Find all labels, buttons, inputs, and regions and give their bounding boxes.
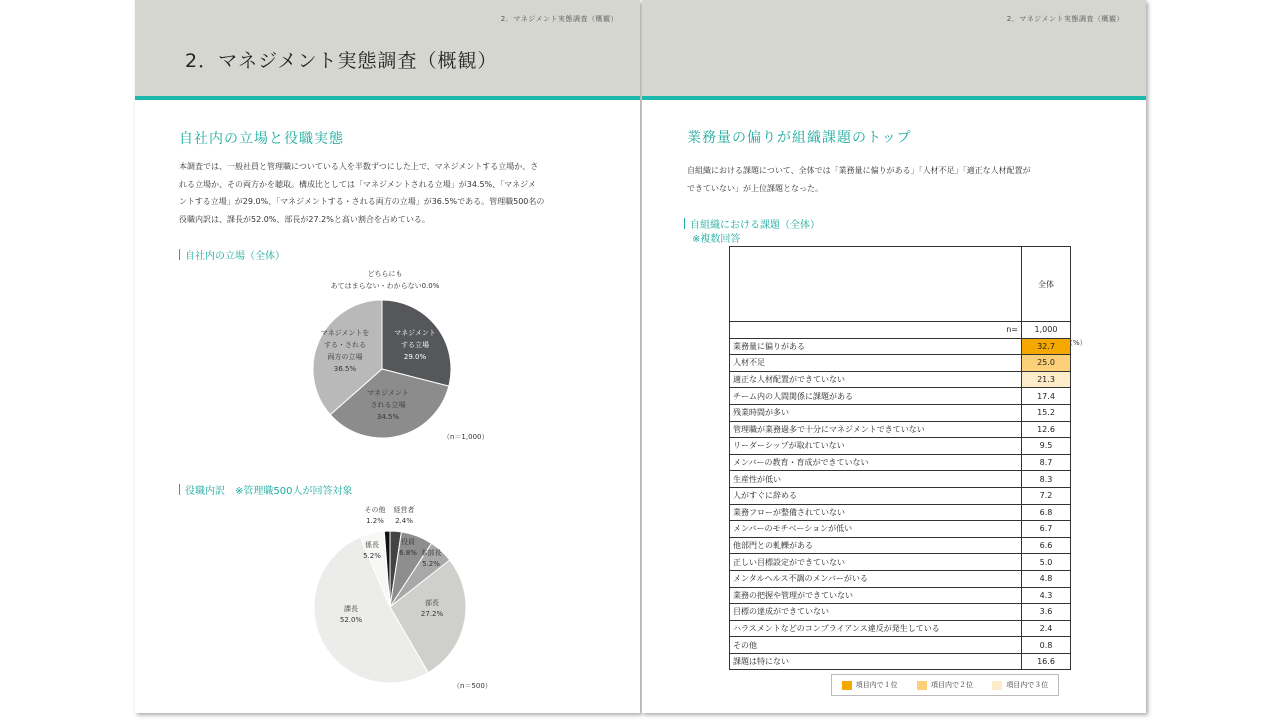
intro-paragraph — [687, 162, 1117, 197]
table-row — [730, 338, 1071, 355]
issue-label: ハラスメントなどのコンプライアンス違反が発生している — [730, 620, 1022, 637]
table-row — [730, 454, 1071, 471]
pie2-label-officer: 役員 6.8% — [399, 538, 417, 557]
paragraph-line: 本調査では、一般社員と管理職についている人を半数ずつにした上で、マネジメントする立場か、さ — [179, 162, 539, 171]
issue-value: 32.7 — [1022, 338, 1071, 355]
issue-label: 他部門との軋轢がある — [730, 537, 1022, 554]
issue-label: 管理職が業務過多で十分にマネジメントできていない — [730, 421, 1022, 438]
chart1-n: （n＝1,000） — [443, 433, 489, 441]
issue-label: 課題は特にない — [730, 653, 1022, 670]
pie2-label-exec: 経営者 2.4% — [393, 506, 415, 525]
table-row — [730, 388, 1071, 405]
table-row — [730, 504, 1071, 521]
legend-item-rank3: 項目内で３位 — [992, 680, 1048, 690]
paragraph-line: できていない」が上位課題となった。 — [687, 183, 823, 193]
issue-label: 適正な人材配置ができていない — [730, 371, 1022, 388]
table-row — [730, 570, 1071, 587]
issue-value: 3.6 — [1022, 604, 1071, 621]
table-row — [730, 554, 1071, 571]
issue-value: 25.0 — [1022, 355, 1071, 372]
table-row — [730, 604, 1071, 621]
legend-swatch — [917, 681, 927, 690]
section-title: 業務量の偏りが組織課題のトップ — [687, 130, 912, 146]
table-row — [730, 471, 1071, 488]
issue-value: 15.2 — [1022, 404, 1071, 421]
page-title: 2．マネジメント実態調査（概観） — [185, 50, 498, 72]
table-row — [730, 521, 1071, 538]
table-row — [730, 587, 1071, 604]
issue-value: 6.7 — [1022, 521, 1071, 538]
issue-value: 8.7 — [1022, 454, 1071, 471]
pie1-label-both: マネジメントを する・される 両方の立場 36.5% — [320, 329, 370, 373]
table-row — [730, 653, 1071, 670]
table-row — [730, 371, 1071, 388]
legend-item-rank1: 項目内で１位 — [842, 680, 898, 690]
issue-value: 21.3 — [1022, 371, 1071, 388]
role-pie-chart — [135, 0, 640, 713]
issue-value: 8.3 — [1022, 471, 1071, 488]
issue-label: 人材不足 — [730, 355, 1022, 372]
table-row — [730, 637, 1071, 654]
issue-value: 16.6 — [1022, 653, 1071, 670]
issue-label: メンタルヘルス不調のメンバーがいる — [730, 570, 1022, 587]
issue-label: 業務フローが整備されていない — [730, 504, 1022, 521]
pie2-label-other: その他 1.2% — [364, 506, 386, 525]
right-page — [642, 0, 1146, 713]
n-label: n= — [730, 322, 1022, 339]
pie1-label-manage: マネジメント する立場 29.0% — [394, 329, 436, 361]
table-header-total: 全体 — [1022, 247, 1071, 322]
table-label — [684, 216, 820, 231]
paragraph-line: れる立場か、その両方かを聴取。構成比としては「マネジメントされる立場」が34.5%、「マネジメ — [179, 179, 536, 189]
issue-label: 残業時間が多い — [730, 404, 1022, 421]
issue-label: 業務量に偏りがある — [730, 338, 1022, 355]
paragraph-line: 自組織における課題について、全体では「業務量に偏りがある」「人材不足」「適正な人材配置が — [687, 166, 1031, 175]
pie1-label-managed: マネジメント される立場 34.5% — [367, 389, 409, 421]
section-title: 自社内の立場と役職実態 — [179, 131, 344, 147]
legend-swatch — [992, 681, 1002, 690]
pie2-label-hq: 本部長 5.2% — [420, 549, 442, 568]
header-accent-line — [642, 96, 1146, 100]
issue-value: 5.0 — [1022, 554, 1071, 571]
issue-value: 6.6 — [1022, 537, 1071, 554]
issue-value: 6.8 — [1022, 504, 1071, 521]
table-row — [730, 487, 1071, 504]
legend-item-rank2: 項目内で２位 — [917, 680, 973, 690]
pie2-label-kakaricho: 係長 5.2% — [363, 541, 381, 560]
issue-value: 7.2 — [1022, 487, 1071, 504]
pie2-label-kacho: 課長 52.0% — [339, 605, 363, 624]
issue-value: 0.8 — [1022, 637, 1071, 654]
table-row — [730, 404, 1071, 421]
issues-table — [729, 246, 1071, 670]
chart2-label-text: 役職内訳 ※管理職500人が回答対象 — [185, 486, 353, 497]
issue-label: 業務の把握や管理ができていない — [730, 587, 1022, 604]
table-row — [730, 438, 1071, 455]
table-note: ※複数回答 — [692, 234, 741, 245]
legend-swatch — [842, 681, 852, 690]
pie2-label-bucho: 部長 27.2% — [420, 599, 444, 618]
rank-legend — [831, 674, 1059, 696]
issue-value: 17.4 — [1022, 388, 1071, 405]
chart1-label-text: 自社内の立場（全体） — [185, 251, 285, 262]
issue-value: 9.5 — [1022, 438, 1071, 455]
table-row — [730, 537, 1071, 554]
issue-value: 4.3 — [1022, 587, 1071, 604]
issue-label: その他 — [730, 637, 1022, 654]
issue-label: チーム内の人間関係に課題がある — [730, 388, 1022, 405]
running-head: 2．マネジメント実態調査（概観） — [500, 15, 618, 23]
table-row — [730, 620, 1071, 637]
pie1-label-none: どちらにも あてはまらない・わからない0.0% — [330, 270, 440, 290]
unit-label: （%） — [1066, 339, 1087, 347]
table-header-row — [730, 247, 1071, 322]
table-row — [730, 421, 1071, 438]
left-page — [135, 0, 640, 713]
issue-value: 4.8 — [1022, 570, 1071, 587]
issue-value: 12.6 — [1022, 421, 1071, 438]
issue-label: メンバーの教育・育成ができていない — [730, 454, 1022, 471]
issue-value: 2.4 — [1022, 620, 1071, 637]
n-value: 1,000 — [1022, 322, 1071, 339]
issue-label: メンバーのモチベーションが低い — [730, 521, 1022, 538]
table-header-blank — [730, 247, 1022, 322]
issue-label: 生産性が低い — [730, 471, 1022, 488]
issue-label: 人がすぐに辞める — [730, 487, 1022, 504]
running-head: 2．マネジメント実態調査（概観） — [1006, 15, 1124, 23]
issue-label: 目標の達成ができていない — [730, 604, 1022, 621]
paragraph-line: 役職内訳は、課長が52.0%、部長が27.2%と高い割合を占めている。 — [179, 214, 430, 224]
issue-label: 正しい目標設定ができていない — [730, 554, 1022, 571]
issue-label: リーダーシップが取れていない — [730, 438, 1022, 455]
table-row — [730, 355, 1071, 372]
chart2-n: （n＝500） — [453, 682, 492, 690]
table-label-text: 自組織における課題（全体） — [690, 220, 820, 231]
paragraph-line: ントする立場」が29.0%、「マネジメントする・される両方の立場」が36.5%である。管理職500名の — [179, 197, 545, 206]
table-n-row — [730, 322, 1071, 339]
